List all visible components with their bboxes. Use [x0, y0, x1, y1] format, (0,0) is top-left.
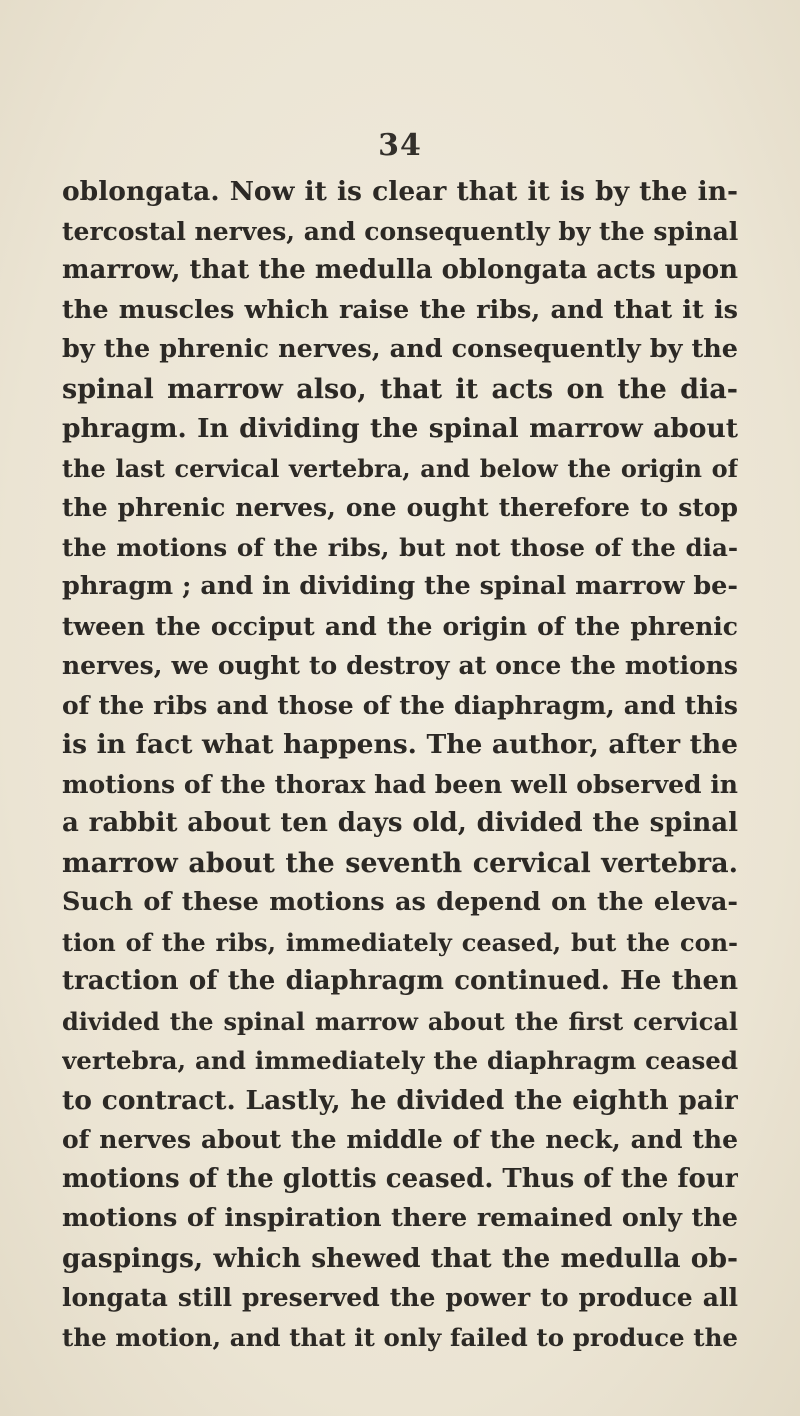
- text-line: divided the spinal marrow about the first cervical: [62, 1006, 738, 1036]
- text-line: traction of the diaphragm continued. He then: [62, 966, 738, 996]
- text-line: vertebra, and immediately the diaphragm ceased: [62, 1046, 738, 1075]
- text-line: motions of the glottis ceased. Thus of the four: [62, 1163, 738, 1194]
- text-line: nerves, we ought to destroy at once the motions: [62, 651, 738, 680]
- text-line: is in fact what happens. The author, after the: [62, 729, 738, 760]
- text-line: the muscles which raise the ribs, and that it is: [62, 294, 738, 325]
- text-line: phragm ; and in dividing the spinal marrow be-: [62, 571, 738, 601]
- text-line: motions of inspiration there remained only the: [62, 1203, 738, 1233]
- text-line: of nerves about the middle of the neck, and the: [62, 1125, 738, 1154]
- text-line: motions of the thorax had been well observed in: [62, 769, 738, 799]
- text-line: tercostal nerves, and consequently by the spinal: [62, 216, 738, 246]
- body-text: [62, 172, 738, 1357]
- text-line: tween the occiput and the origin of the phrenic: [62, 611, 738, 641]
- text-line: to contract. Lastly, he divided the eighth pair: [62, 1084, 738, 1116]
- text-line: phragm. In dividing the spinal marrow about: [62, 413, 738, 444]
- text-line: the last cervical vertebra, and below the origin of: [62, 453, 738, 483]
- text-line: a rabbit about ten days old, divided the spinal: [62, 808, 738, 838]
- text-line: gaspings, which shewed that the medulla ob-: [62, 1242, 738, 1274]
- text-line: the phrenic nerves, one ought therefore to stop: [62, 493, 738, 522]
- text-line: spinal marrow also, that it acts on the dia-: [62, 373, 738, 405]
- text-line: Such of these motions as depend on the eleva-: [62, 887, 738, 917]
- text-line: by the phrenic nerves, and consequently by the: [62, 334, 738, 364]
- text-line: of the ribs and those of the diaphragm, and this: [62, 690, 738, 720]
- page-number: 34: [378, 128, 422, 163]
- text-line: marrow, that the medulla oblongata acts upon: [62, 255, 738, 285]
- text-line: tion of the ribs, immediately ceased, but the con-: [62, 927, 738, 957]
- text-line: the motions of the ribs, but not those of the dia-: [62, 532, 738, 562]
- text-line: oblongata. Now it is clear that it is by the in-: [62, 176, 738, 207]
- text-line: the motion, and that it only failed to produce the: [62, 1322, 738, 1352]
- text-line: longata still preserved the power to produce all: [62, 1283, 738, 1312]
- text-line: marrow about the seventh cervical vertebra.: [62, 847, 738, 879]
